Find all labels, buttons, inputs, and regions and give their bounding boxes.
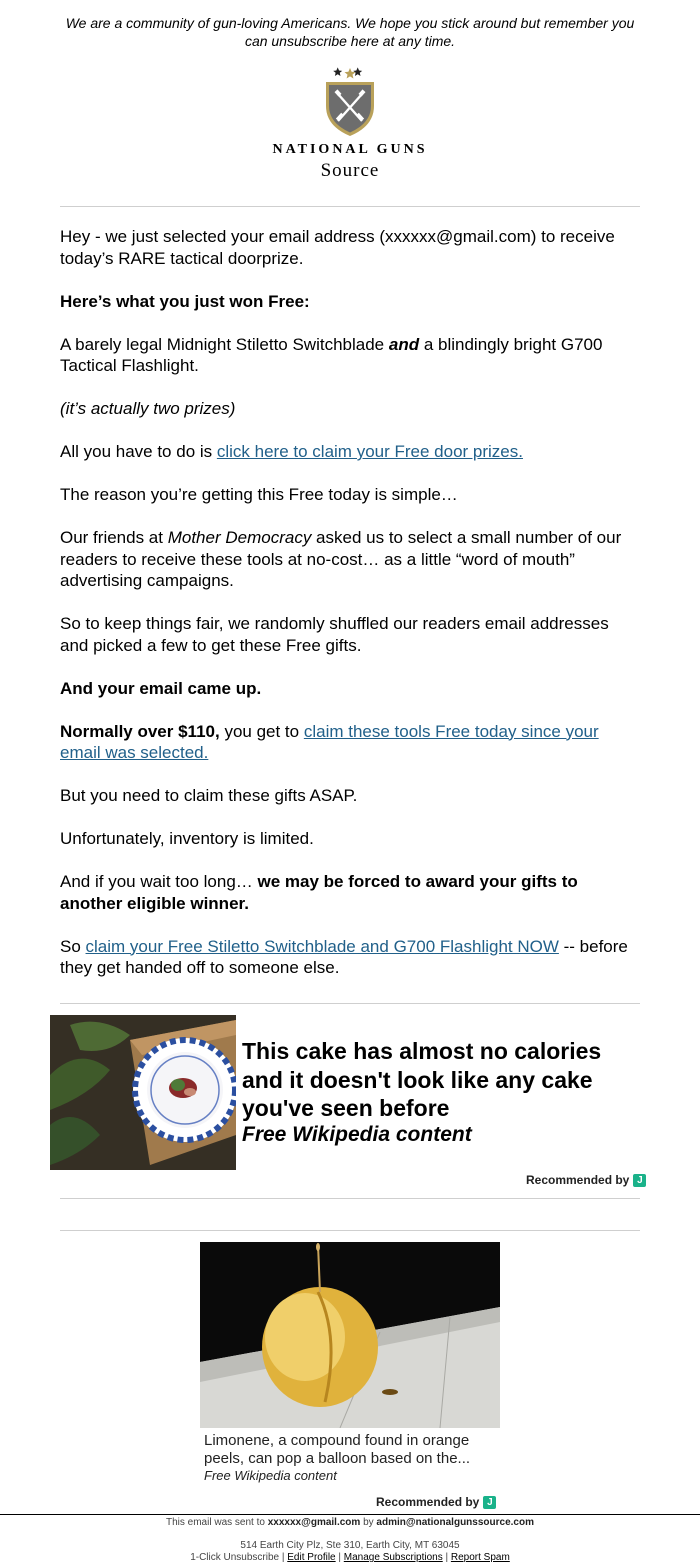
unsubscribe-link[interactable]: 1-Click Unsubscribe xyxy=(190,1552,280,1563)
unsubscribe-intro: We are a community of gun-loving Americans. We hope you stick around but remember you can unsubscribe here at any time. xyxy=(65,15,635,49)
paragraph: And if you wait too long… we may be forced to award your gifts to another eligible winner. xyxy=(60,872,578,913)
cake-plate-image[interactable] xyxy=(50,1015,236,1170)
divider xyxy=(60,1198,640,1199)
recommended-label: Recommended by xyxy=(526,1173,630,1187)
paragraph: A barely legal Midnight Stiletto Switchblade and a blindingly bright G700 Tactical Flashlight. xyxy=(60,334,603,375)
footer-divider xyxy=(0,1514,700,1515)
recommended-by[interactable] xyxy=(526,1173,646,1187)
claim-prizes-link[interactable]: click here to claim your Free door prizes. xyxy=(216,442,523,461)
paragraph: Our friends at Mother Democracy asked us to select a small number of our readers to receive these tools at no-cost… as a little “word of mouth” advertising campaigns. xyxy=(60,528,622,590)
paragraph: (it’s actually two prizes) xyxy=(60,399,236,418)
ad-headline[interactable]: Limonene, a compound found in orange peels, can pop a balloon based on the... xyxy=(204,1432,471,1467)
footer-address: 514 Earth City Plz, Ste 310, Earth City, MT 63045 xyxy=(240,1540,460,1551)
claim-tools-link[interactable]: claim these tools Free today since your email was selected. xyxy=(60,721,599,762)
recommended-by[interactable] xyxy=(376,1495,496,1509)
ad-source: Free Wikipedia content xyxy=(242,1123,472,1146)
brand-logo xyxy=(0,66,700,138)
divider xyxy=(60,1003,640,1004)
prize-heading: Here’s what you just won Free: xyxy=(60,291,310,311)
paragraph: All you have to do is click here to claim your Free door prizes. xyxy=(60,442,523,461)
edit-profile-link[interactable]: Edit Profile xyxy=(287,1552,336,1563)
recommend-logo-icon: J xyxy=(633,1174,646,1187)
divider xyxy=(60,206,640,207)
claim-switchblade-link[interactable]: claim your Free Stiletto Switchblade and G700 Flashlight NOW xyxy=(85,936,559,956)
recommend-logo-icon: J xyxy=(483,1496,496,1509)
ad-source: Free Wikipedia content xyxy=(204,1468,337,1483)
paragraph: Unfortunately, inventory is limited. xyxy=(60,829,314,848)
email-body xyxy=(60,226,640,1000)
shield-crossed-rifles-icon xyxy=(323,66,377,138)
balloon-image[interactable] xyxy=(200,1242,500,1428)
paragraph: So claim your Free Stiletto Switchblade and G700 Flashlight NOW -- before they get handed off to someone else. xyxy=(60,936,628,977)
report-spam-link[interactable]: Report Spam xyxy=(450,1552,510,1563)
paragraph: Hey - we just selected your email address (xxxxxx@gmail.com) to receive today’s RARE tactical doorprize. xyxy=(60,227,615,268)
paragraph: Normally over $110, you get to claim these tools Free today since your email was selected. xyxy=(60,721,599,762)
paragraph: But you need to claim these gifts ASAP. xyxy=(60,786,358,805)
footer-links: 1-Click Unsubscribe | Edit Profile | Manage Subscriptions | Report Spam xyxy=(190,1552,510,1563)
brand-name: NATIONAL GUNS xyxy=(272,142,428,157)
paragraph: So to keep things fair, we randomly shuffled our readers email addresses and picked a few to get these Free gifts. xyxy=(60,614,609,655)
brand-subname: Source xyxy=(320,160,380,181)
ad-headline[interactable]: This cake has almost no calories and it doesn't look like any cake you've seen before xyxy=(242,1038,602,1121)
footer-sent-line: This email was sent to xxxxxx@gmail.com by admin@nationalgunssource.com xyxy=(166,1517,534,1528)
paragraph: The reason you’re getting this Free today is simple… xyxy=(60,485,458,504)
divider xyxy=(60,1230,640,1231)
paragraph: And your email came up. xyxy=(60,678,262,698)
manage-subscriptions-link[interactable]: Manage Subscriptions xyxy=(343,1552,443,1563)
recommended-label: Recommended by xyxy=(376,1495,480,1509)
